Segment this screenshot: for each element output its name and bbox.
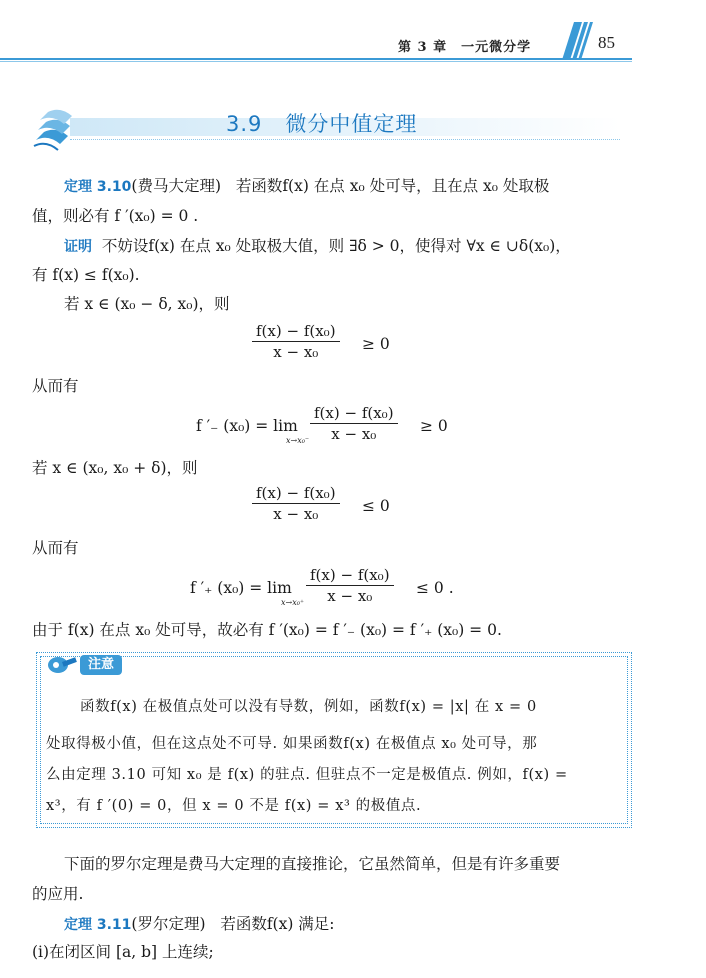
proof-line6: 从而有 [32, 539, 79, 557]
header-rule-thin [0, 61, 632, 62]
section-title [226, 108, 417, 138]
fraction-3 [252, 484, 340, 523]
proof-line2: 有 f(x) ≤ f(x₀). [32, 266, 140, 284]
eq2-limit-sub: x→x₀⁻ [286, 436, 310, 445]
fraction-denominator: x − x₀ [331, 425, 377, 443]
proof-line3: 若 x ∈ (x₀ − δ, x₀)，则 [64, 295, 230, 313]
eq4-limit-sub: x→x₀⁺ [281, 598, 305, 607]
proof-line4: 从而有 [32, 377, 79, 395]
header-rule [0, 58, 632, 60]
proof-line5: 若 x ∈ (x₀, x₀ + δ)，则 [32, 459, 198, 477]
eq2-lhs: f ′₋ (x₀) = lim [196, 417, 298, 435]
page-number: 85 [598, 33, 615, 52]
fraction-numerator: f(x) − f(x₀) [256, 484, 336, 502]
theorem-label: 定理 3.10 [64, 179, 132, 195]
fraction-1-relation: ≥ 0 [362, 335, 390, 353]
chapter-header: 第 3 章 一元微分学 [398, 40, 532, 55]
fraction-3-relation: ≤ 0 [362, 497, 390, 515]
note-line1: 函数f(x) 在极值点处可以没有导数，例如，函数f(x) = |x| 在 x = 0 [80, 699, 537, 715]
proof-line1 [64, 236, 571, 257]
proof-label: 证明 [64, 239, 92, 255]
theorem-3-11-line1 [64, 914, 335, 935]
fraction-numerator: f(x) − f(x₀) [256, 322, 336, 340]
header-stripes-icon [560, 22, 596, 60]
note-line2: 处取得极小值，但在这点处不可导. 如果函数f(x) 在极值点 x₀ 处可导，那 [46, 736, 538, 752]
pencil-note-icon [46, 654, 78, 676]
fraction-numerator: f(x) − f(x₀) [314, 404, 394, 422]
para-line1: 下面的罗尔定理是费马大定理的直接推论，它虽然简单，但是有许多重要 [64, 855, 561, 873]
fraction-4 [306, 566, 394, 605]
fraction-denominator: x − x₀ [273, 343, 319, 361]
fraction-2 [310, 404, 398, 443]
fraction-1 [252, 322, 340, 361]
eq2-relation: ≥ 0 [420, 417, 448, 435]
note-label: 注意 [80, 655, 122, 675]
theorem-text: 若函数f(x) 满足: [220, 915, 335, 933]
proof-text: 不妨设f(x) 在点 x₀ 处取极大值，则 ∃δ > 0，使得对 ∀x ∈ ∪δ(x₀)， [101, 237, 571, 255]
fraction-numerator: f(x) − f(x₀) [310, 566, 390, 584]
theorem-3-10-line1 [64, 176, 549, 197]
theorem-name: (费马大定理) [131, 177, 222, 195]
section-divider [70, 139, 620, 140]
eq4-lhs: f ′₊ (x₀) = lim [190, 579, 292, 597]
para-line2: 的应用. [32, 885, 84, 903]
proof-line7: 由于 f(x) 在点 x₀ 处可导，故必有 f ′(x₀) = f ′₋ (x₀) = f ′₊ (x₀) = 0. [32, 621, 502, 639]
theorem-name: (罗尔定理) [131, 915, 206, 933]
section-name: 微分中值定理 [285, 112, 418, 136]
fraction-denominator: x − x₀ [327, 587, 373, 605]
theorem-label: 定理 3.11 [64, 917, 132, 933]
note-line4: x³，有 f ′(0) = 0，但 x = 0 不是 f(x) = x³ 的极值点. [46, 798, 422, 814]
theorem-text: 若函数f(x) 在点 x₀ 处可导，且在点 x₀ 处取极 [235, 177, 550, 195]
fraction-denominator: x − x₀ [273, 505, 319, 523]
section-number: 3.9 [226, 112, 263, 136]
note-line3: 么由定理 3.10 可知 x₀ 是 f(x) 的驻点. 但驻点不一定是极值点. 例如，f(x) = [46, 767, 568, 783]
eq4-relation: ≤ 0 . [416, 579, 454, 597]
theorem-3-10-line2: 值，则必有 f ′(x₀) = 0 . [32, 207, 199, 225]
theorem-3-11-item1: (i)在闭区间 [a, b] 上连续; [32, 943, 214, 961]
